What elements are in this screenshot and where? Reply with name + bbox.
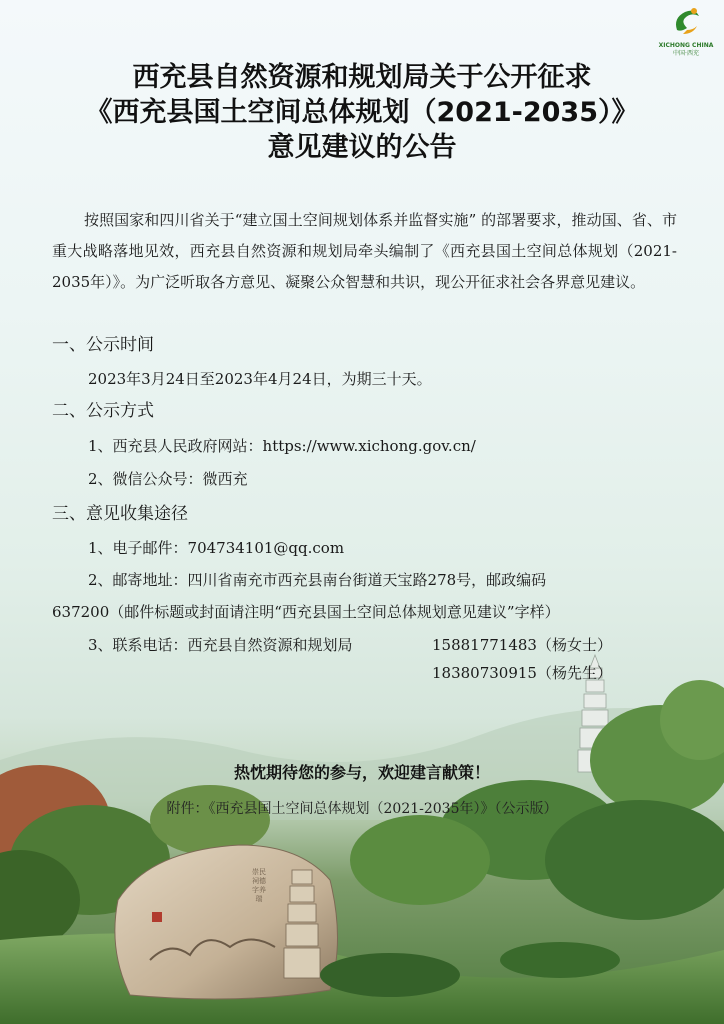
title-line-3: 意见建议的公告 [267, 132, 457, 163]
section-2-website: 1、西充县人民政府网站：https://www.xichong.gov.cn/ [88, 437, 476, 455]
section-3-mail-line-1: 2、邮寄地址：四川省南充市西充县南台街道天宝路278号，邮政编码 [88, 571, 547, 589]
title-line-1: 西充县自然资源和规划局关于公开征求 [132, 62, 592, 93]
section-1-heading: 一、公示时间 [52, 335, 154, 355]
section-1-text: 2023年3月24日至2023年4月24日，为期三十天。 [88, 370, 432, 388]
intro-paragraph: 按照国家和四川省关于“建立国土空间规划体系并监督实施” 的部署要求，推动国、省、市重大战略落地见效，西充县自然资源和规划局牵头编制了《西充县国土空间总体规划（2021-2035年）》。为广泛听取各方意见、凝聚公众智慧和共识，现公开征求社会各界意见建议。 [52, 211, 677, 291]
closing-slogan: 热忱期待您的参与，欢迎建言献策！ [233, 763, 490, 782]
xichong-logo-icon [669, 4, 703, 38]
section-3-mail-line-2: 637200（邮件标题或封面请注明“西充县国土空间总体规划意见建议”字样） [52, 603, 560, 621]
section-3-email: 1、电子邮件：704734101@qq.com [88, 539, 345, 557]
title-line-2: 《西充县国土空间总体规划（2021-2035）》 [85, 97, 639, 128]
section-2-heading: 二、公示方式 [52, 401, 154, 421]
section-3-heading: 三、意见收集途径 [52, 504, 188, 524]
xichong-logo [656, 4, 716, 58]
section-3-phone-1: 15881771483（杨女士） [432, 636, 612, 654]
page-title [30, 60, 694, 165]
attachment-note: 附件：《西充县国土空间总体规划（2021-2035年）》（公示版） [166, 801, 558, 817]
logo-sub: 中国·西充 [673, 50, 699, 57]
section-3-phone-2: 18380730915（杨先生） [432, 664, 612, 682]
section-2-wechat: 2、微信公众号：微西充 [88, 470, 248, 488]
stone-inscription: 崇民祠德字养瑞 [252, 868, 266, 903]
section-3-phone-label: 3、联系电话：西充县自然资源和规划局 [88, 636, 353, 654]
logo-name: XICHONG CHINA [658, 42, 714, 49]
